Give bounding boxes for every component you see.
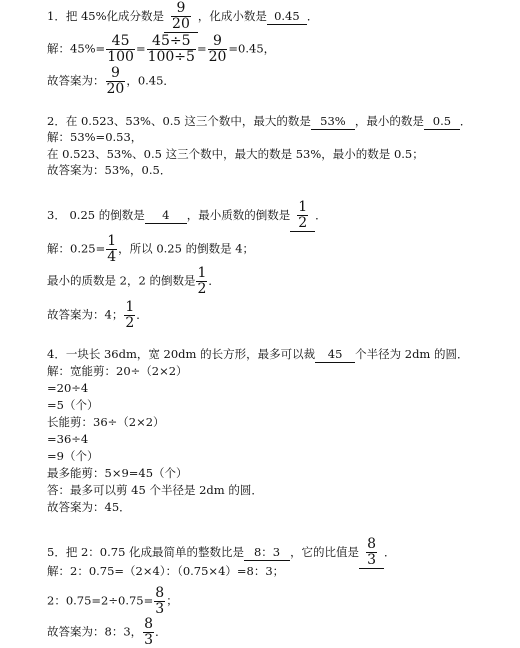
numerator: 1 <box>197 265 207 281</box>
q4-solution-line: =36÷4 <box>47 432 89 446</box>
numerator: 9 <box>106 66 126 82</box>
equals: = <box>196 41 207 56</box>
q3-sol-text-b: ，所以 0.25 的倒数是 4； <box>118 241 255 256</box>
q2-answer: 故答案为：53%，0.5． <box>47 163 172 177</box>
q1-answer <box>47 66 175 97</box>
numerator: 8 <box>155 585 165 601</box>
denominator: 100÷5 <box>147 49 195 65</box>
q3-question <box>47 200 327 232</box>
q3-solution-line-1 <box>47 234 254 265</box>
q2-question <box>47 113 471 130</box>
q5-ans-text-b: ． <box>155 624 167 639</box>
q4-solution-line: 解：宽能剪：20÷（2×2） <box>47 364 188 378</box>
numerator: 8 <box>144 616 154 632</box>
numerator: 1 <box>298 199 308 215</box>
q4-solution-line: 长能剪：36÷（2×2） <box>47 415 165 429</box>
q3-answer-blank: 4 <box>145 207 187 224</box>
denominator: 20 <box>106 81 125 97</box>
numerator: 8 <box>367 536 376 552</box>
q4-solution-line: 最多能剪：5×9=45（个） <box>47 466 188 480</box>
q5-solution-line-2 <box>47 586 178 617</box>
q5-sol-text: 2：0.75=2÷0.75= <box>47 593 154 608</box>
denominator: 2 <box>298 215 308 231</box>
q1-sol-fraction-3 <box>208 34 228 65</box>
q1-sol-text-b: =0.45， <box>228 41 276 56</box>
q1-answer-fraction-blank <box>164 1 198 33</box>
q3-sol-fraction <box>106 234 117 265</box>
q1-sol-fraction-1 <box>106 34 135 65</box>
q5-sol-fraction <box>154 586 165 617</box>
q1-ans-text: 故答案为： <box>47 73 105 88</box>
q5-ans-fraction <box>143 617 154 648</box>
q5-answer <box>47 617 167 648</box>
q4-text-b: 个半径为 2dm 的圆． <box>355 347 469 361</box>
q3-ans-text-b: ． <box>136 307 148 322</box>
numerator: 1 <box>125 299 135 315</box>
q5-text-b: ，它的比值是 <box>290 545 360 559</box>
q4-solution-line: 答：最多可以剪 45 个半径是 2dm 的圆． <box>47 483 263 497</box>
q1-sol-text: 解：45%= <box>47 41 106 56</box>
denominator: 100 <box>107 49 134 65</box>
q3-solution-line-2 <box>47 266 220 297</box>
q1-question <box>47 1 318 33</box>
q3-sol2-text: 最小的质数是 2，2 的倒数是 <box>47 273 196 288</box>
q1-period: ． <box>306 9 319 23</box>
q1-sol-fraction-2 <box>147 34 196 65</box>
q4-solution-line: =9（个） <box>47 449 99 463</box>
q2-text-b: ，最小的数是 <box>354 114 424 128</box>
q4-answer-blank: 45 <box>315 346 355 363</box>
q2-period: ． <box>459 114 472 128</box>
denominator: 3 <box>367 552 376 568</box>
denominator: 4 <box>107 249 117 265</box>
q5-period: ． <box>383 545 396 559</box>
q4-question <box>47 346 469 363</box>
q2-text-a: 2．在 0.523、53%、0.5 这三个数中，最大的数是 <box>47 114 311 128</box>
q5-fraction <box>366 537 377 568</box>
q5-answer-blank: 8：3 <box>244 544 290 561</box>
q3-ans-text: 故答案为：4； <box>47 307 124 322</box>
denominator: 3 <box>155 601 165 617</box>
q2-solution-line-1: 解：53%=0.53， <box>47 130 143 144</box>
q3-answer <box>47 300 148 331</box>
q3-period: ． <box>315 208 327 222</box>
q3-ans-fraction <box>124 300 135 331</box>
denominator: 20 <box>208 49 227 65</box>
q1-fraction <box>171 1 191 32</box>
numerator: 9 <box>171 1 191 17</box>
q3-fraction <box>297 200 308 231</box>
q5-sol-text-b: ； <box>166 593 178 608</box>
q1-ans-text-b: ，0.45． <box>126 73 175 88</box>
numerator: 45÷5 <box>147 34 196 50</box>
denominator: 3 <box>144 632 154 648</box>
q5-answer-fraction-blank <box>359 537 384 569</box>
q3-sol2-fraction <box>196 266 207 297</box>
denominator: 2 <box>125 315 135 331</box>
q5-solution-line-1: 解：2：0.75=（2×4）：（0.75×4）=8：3； <box>47 564 285 578</box>
q5-ans-text: 故答案为：8：3， <box>47 624 143 639</box>
denominator: 2 <box>197 281 207 297</box>
q1-answer-blank: 0.45 <box>267 8 307 25</box>
q3-text-b: ，最小质数的倒数是 <box>186 208 291 222</box>
q3-answer-fraction-blank <box>290 200 315 232</box>
q3-sol2-text-b: ． <box>208 273 220 288</box>
q1-text-b: ，化成小数是 <box>197 9 267 23</box>
q4-text-a: 4．一块长 36dm，宽 20dm 的长方形，最多可以裁 <box>47 347 316 361</box>
q3-text-a: 3． 0.25 的倒数是 <box>47 208 145 222</box>
q4-solution-line: =5（个） <box>47 398 99 412</box>
q2-answer-blank-2: 0.5 <box>424 113 460 130</box>
q1-ans-fraction <box>106 66 126 97</box>
q2-answer-blank-1: 53% <box>311 113 355 130</box>
q1-solution <box>47 34 275 65</box>
numerator: 9 <box>208 34 228 50</box>
q4-solution-line: =20÷4 <box>47 381 89 395</box>
q4-answer: 故答案为：45． <box>47 500 131 514</box>
q5-text-a: 5．把 2：0.75 化成最简单的整数比是 <box>47 545 245 559</box>
q3-sol-text: 解：0.25= <box>47 241 106 256</box>
numerator: 45 <box>106 34 135 50</box>
numerator: 1 <box>107 233 117 249</box>
denominator: 20 <box>172 16 190 32</box>
q2-solution-line-2: 在 0.523、53%、0.5 这三个数中，最大的数是 53%，最小的数是 0.5； <box>47 147 424 161</box>
equals: = <box>135 41 146 56</box>
q1-text-a: 1．把 45%化成分数是 <box>47 9 165 23</box>
